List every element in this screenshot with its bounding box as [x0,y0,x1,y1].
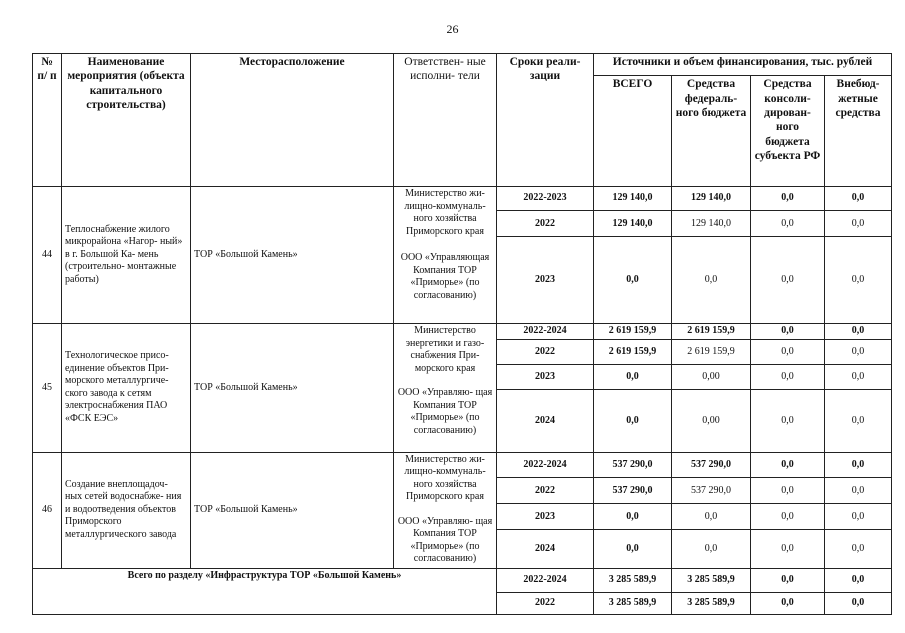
item-location: ТОР «Большой Камень» [191,324,394,453]
total-value: 0,0 [594,390,672,453]
total-value: 537 290,0 [594,478,672,504]
responsible-secondary: ООО «Управляю- щая Компания ТОР «Приморье» (по согласованию) [397,515,493,565]
header-extrabudget: Внебюд- жетные средства [825,76,892,187]
federal-value: 537 290,0 [672,478,751,504]
regional-value: 0,0 [751,390,825,453]
item-responsible [394,452,497,568]
term: 2022-2024 [497,324,594,340]
item-number: 45 [33,324,62,453]
header-regional: Средства консоли- дирован- ного бюджета субъекта РФ [751,76,825,187]
extrabudget-value: 0,0 [825,478,892,504]
item-responsible [394,324,497,453]
financing-table [32,53,892,615]
federal-value: 129 140,0 [672,187,751,211]
header-location: Месторасположение [191,54,394,187]
responsible-primary: Министерство жи- лищно-коммуналь- ного хозяйства Приморского края [404,453,486,503]
extrabudget-value: 0,0 [825,592,892,614]
regional-value: 0,0 [751,237,825,324]
federal-value: 2 619 159,9 [672,324,751,340]
term: 2023 [497,237,594,324]
regional-value: 0,0 [751,592,825,614]
term: 2022 [497,211,594,237]
total-value: 0,0 [594,504,672,530]
federal-value: 0,0 [672,237,751,324]
item-name: Теплоснабжение жилого микрорайона «Нагор- ный» в г. Большой Ка- мень (строительно- монтажные работы) [62,187,191,324]
total-value: 2 619 159,9 [594,339,672,364]
total-value: 0,0 [594,237,672,324]
summary-row [33,568,892,592]
responsible-secondary: ООО «Управляющая Компания ТОР «Приморье» (по согласованию) [400,252,490,301]
header-responsible: Ответствен- ные исполни- тели [394,54,497,187]
responsible-primary: Министерство жи- лищно-коммуналь- ного хозяйства Приморского края [404,188,486,237]
responsible-secondary: ООО «Управляю- щая Компания ТОР «Приморье» (по согласованию) [397,387,493,436]
header-name: Наименование мероприятия (объекта капитального строительства) [62,54,191,187]
summary-label: Всего по разделу «Инфраструктура ТОР «Большой Камень» [33,568,497,614]
total-value: 0,0 [594,364,672,389]
regional-value: 0,0 [751,211,825,237]
regional-value: 0,0 [751,339,825,364]
extrabudget-value: 0,0 [825,339,892,364]
term: 2024 [497,530,594,568]
federal-value: 537 290,0 [672,452,751,478]
table-row [33,452,892,478]
term: 2022 [497,478,594,504]
extrabudget-value: 0,0 [825,324,892,340]
regional-value: 0,0 [751,187,825,211]
federal-value: 3 285 589,9 [672,568,751,592]
item-number: 46 [33,452,62,568]
page-number: 26 [446,22,459,36]
federal-value: 0,00 [672,390,751,453]
extrabudget-value: 0,0 [825,187,892,211]
total-value: 129 140,0 [594,211,672,237]
regional-value: 0,0 [751,452,825,478]
extrabudget-value: 0,0 [825,568,892,592]
responsible-primary: Министерство энергетики и газо- снабжения При- морского края [405,325,485,374]
total-value: 2 619 159,9 [594,324,672,340]
total-value: 3 285 589,9 [594,592,672,614]
regional-value: 0,0 [751,324,825,340]
federal-value: 0,00 [672,364,751,389]
extrabudget-value: 0,0 [825,530,892,568]
term: 2024 [497,390,594,453]
header-funding: Источники и объем финансирования, тыс. рублей [594,54,892,76]
regional-value: 0,0 [751,504,825,530]
total-value: 129 140,0 [594,187,672,211]
total-value: 537 290,0 [594,452,672,478]
extrabudget-value: 0,0 [825,452,892,478]
term: 2023 [497,504,594,530]
term: 2023 [497,364,594,389]
item-location: ТОР «Большой Камень» [191,187,394,324]
federal-value: 129 140,0 [672,211,751,237]
header-terms: Сроки реали- зации [497,54,594,187]
term: 2022 [497,339,594,364]
extrabudget-value: 0,0 [825,237,892,324]
header-num: № п/ п [33,54,62,187]
federal-value: 0,0 [672,504,751,530]
term: 2022 [497,592,594,614]
regional-value: 0,0 [751,530,825,568]
table-row [33,324,892,340]
regional-value: 0,0 [751,478,825,504]
item-location: ТОР «Большой Камень» [191,452,394,568]
item-name: Создание внеплощадоч- ных сетей водоснабже- ния и водоотведения объектов Приморского металлургического завода [62,452,191,568]
term: 2022-2024 [497,568,594,592]
header-federal: Средства федераль- ного бюджета [672,76,751,187]
total-value: 3 285 589,9 [594,568,672,592]
header-total: ВСЕГО [594,76,672,187]
term: 2022-2024 [497,452,594,478]
regional-value: 0,0 [751,364,825,389]
total-value: 0,0 [594,530,672,568]
regional-value: 0,0 [751,568,825,592]
extrabudget-value: 0,0 [825,504,892,530]
item-responsible [394,187,497,324]
federal-value: 2 619 159,9 [672,339,751,364]
extrabudget-value: 0,0 [825,390,892,453]
extrabudget-value: 0,0 [825,211,892,237]
item-name: Технологическое присо- единение объектов При- морского металлургиче- ского завода к сетям электроснабжения ПАО «ФСК ЕЭС» [62,324,191,453]
extrabudget-value: 0,0 [825,364,892,389]
federal-value: 0,0 [672,530,751,568]
term: 2022-2023 [497,187,594,211]
table-row [33,187,892,211]
item-number: 44 [33,187,62,324]
federal-value: 3 285 589,9 [672,592,751,614]
